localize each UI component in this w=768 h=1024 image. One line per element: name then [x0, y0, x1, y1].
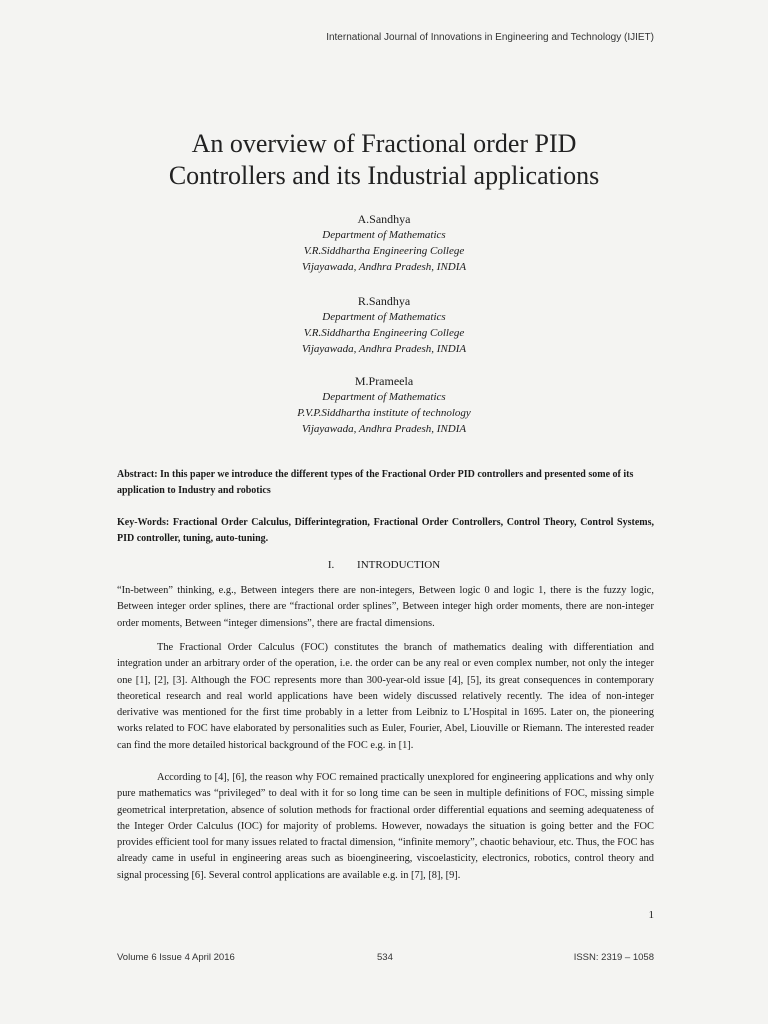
section-number: I. [327, 559, 335, 571]
author-location: Vijayawada, Andhra Pradesh, INDIA [301, 423, 467, 435]
author-department: Department of Mathematics [322, 391, 446, 403]
section-title: INTRODUCTION [357, 559, 441, 571]
intro-paragraph-1: “In-between” thinking, e.g., Between integers there are non-integers, Between logic 0 and logic 1, there is the fuzzy logic, Between integer order splines, there are “fractional order splines”, Between integer high order moments, there are non-integer order moments, Between “integer dimensions”, there are fractal dimensions. [117, 585, 654, 629]
author-name: R.Sandhya [357, 294, 411, 308]
intro-paragraph-3: According to [4], [6], the reason why FOC remained practically unexplored for engineering applications and why only pure mathematics was “privileged” to deal with it for so long time can be seen in multiple definitions of FOC, missing simple geometrical interpretation, absence of solution methods for fractional order differential equations and seeming adequateness of the Integer Order Calculus (IOC) for majority of problems. However, nowadays the situation is going better and the FOC provides efficient tool for many issues related to fractal dimension, “infinite memory”, chaotic behaviour, etc. Thus, the FOC has already came in useful in engineering areas such as bioengineering, viscoelasticity, electronics, robotics, control theory and signal processing [6]. Several control applications are available e.g. in [7], [8], [9]. [117, 772, 654, 881]
keywords: Key-Words: Fractional Order Calculus, Differintegration, Fractional Order Controllers, Control Theory, Control Systems, PID controller, tuning, auto-tuning. [117, 517, 654, 544]
author-institution: V.R.Siddhartha Engineering College [303, 245, 465, 257]
author-location: Vijayawada, Andhra Pradesh, INDIA [301, 343, 467, 355]
author-department: Department of Mathematics [322, 229, 446, 241]
title-line-1: An overview of Fractional order PID [191, 129, 577, 158]
author-name: A.Sandhya [357, 212, 411, 226]
author-institution: V.R.Siddhartha Engineering College [303, 327, 465, 339]
footer-volume: Volume 6 Issue 4 April 2016 [117, 952, 235, 963]
title-line-2: Controllers and its Industrial applications [168, 161, 600, 190]
page-number: 1 [648, 909, 654, 921]
footer-issn: ISSN: 2319 – 1058 [573, 952, 654, 963]
abstract: Abstract: In this paper we introduce the different types of the Fractional Order PID controllers and presented some of its application to Industry and robotics [117, 469, 634, 496]
footer-page: 534 [377, 952, 393, 963]
paper-title [100, 128, 668, 192]
intro-paragraph-2: The Fractional Order Calculus (FOC) constitutes the branch of mathematics dealing with differentiation and integration under an arbitrary order of the operation, i.e. the order can be any real or even complex number, not only the integer one [1], [2], [3]. Although the FOC represents more than 300-year-old issue [4], [5], its great consequences in contemporary theoretical research and real world applications have been widely discussed relatively recently. The idea of non-integer derivative was mentioned for the first time probably in a letter from Leibniz to L’Hospital in 1695. Later on, the pioneering works related to FOC have elaborated by personalities such as Euler, Fourier, Abel, Liouville or Riemann. The interested reader can find the more detailed historical background of the FOC e.g. in [1]. [117, 642, 654, 751]
author-name: M.Prameela [354, 374, 414, 388]
section-heading [0, 559, 768, 571]
author-department: Department of Mathematics [322, 311, 446, 323]
author-block-2 [184, 293, 584, 357]
journal-header: International Journal of Innovations in Engineering and Technology (IJIET) [326, 32, 654, 43]
author-institution: P.V.P.Siddhartha institute of technology [297, 407, 471, 419]
author-location: Vijayawada, Andhra Pradesh, INDIA [301, 261, 467, 273]
author-block-1 [184, 211, 584, 275]
author-block-3 [184, 373, 584, 437]
